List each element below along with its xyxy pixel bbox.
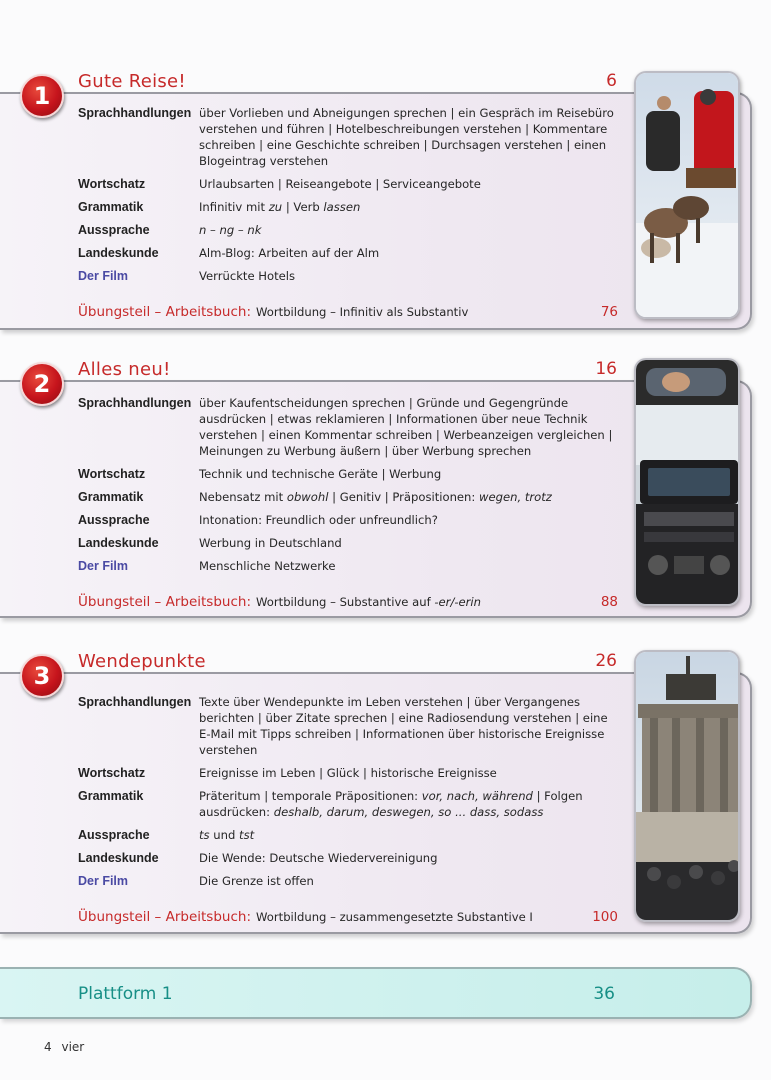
plattform-banner[interactable]: [0, 967, 752, 1019]
row-aussprache: [78, 827, 618, 843]
row-label: Landeskunde: [78, 851, 159, 865]
row-label: Aussprache: [78, 828, 150, 842]
footer-page-word: vier: [61, 1040, 85, 1054]
row-label: Grammatik: [78, 789, 144, 803]
workbook-text: Wortbildung – Infinitiv als Substantiv: [256, 305, 469, 319]
row-content: Urlaubsarten | Reiseangebote | Serviceangebote: [199, 177, 481, 191]
plattform-page: 36: [593, 984, 615, 1004]
workbook-line[interactable]: [78, 304, 618, 320]
workbook-page: 100: [592, 909, 618, 925]
row-sprachhandlungen: [78, 694, 618, 758]
unit-3: [0, 650, 752, 936]
row-film: [78, 558, 618, 574]
row-label: Aussprache: [78, 223, 150, 237]
workbook-page: 76: [600, 304, 618, 320]
row-label: Grammatik: [78, 490, 144, 504]
row-grammatik: [78, 788, 618, 820]
row-label: Sprachhandlungen: [78, 396, 192, 410]
row-sprachhandlungen: [78, 395, 618, 459]
page-footer: [44, 1040, 90, 1054]
unit-title[interactable]: Alles neu!: [78, 359, 171, 380]
row-content: Infinitiv mit zu | Verb lassen: [199, 200, 361, 214]
workbook-title: Übungsteil – Arbeitsbuch:: [78, 909, 251, 925]
row-content: ts und tst: [199, 828, 255, 842]
row-content: Die Grenze ist offen: [199, 874, 314, 888]
workbook-text: Wortbildung – Substantive auf -er/-erin: [256, 595, 482, 609]
row-content: Intonation: Freundlich oder unfreundlich?: [199, 513, 438, 527]
row-landeskunde: [78, 850, 618, 866]
unit-page-number[interactable]: 26: [595, 651, 617, 671]
row-content: n – ng – nk: [199, 223, 262, 237]
row-grammatik: [78, 489, 618, 505]
workbook-line[interactable]: [78, 594, 618, 610]
row-content: Nebensatz mit obwohl | Genitiv | Präpositionen: wegen, trotz: [199, 490, 552, 504]
row-content: Verrückte Hotels: [199, 269, 296, 283]
row-content: über Kaufentscheidungen sprechen | Gründe und Gegengründe ausdrücken | etwas reklamieren | Informationen über neue Technik verstehen | einen Kommentar schreiben | Werbeanzeigen vergleichen | Meinungen zu Werbung äußern | über Werbung sprechen: [199, 396, 613, 458]
unit-title[interactable]: Gute Reise!: [78, 71, 186, 92]
row-label: Der Film: [78, 874, 129, 888]
row-content: Menschliche Netzwerke: [199, 559, 336, 573]
unit-2: [0, 358, 752, 620]
car-dashboard-photo: [634, 358, 740, 606]
row-label: Landeskunde: [78, 536, 159, 550]
unit-number-badge: 3: [20, 654, 64, 698]
workbook-text: Wortbildung – zusammengesetzte Substantive I: [256, 910, 533, 924]
row-content: Werbung in Deutschland: [199, 536, 342, 550]
row-film: [78, 873, 618, 889]
unit-title[interactable]: Wendepunkte: [78, 651, 206, 672]
row-content: Technik und technische Geräte | Werbung: [199, 467, 442, 481]
row-sprachhandlungen: [78, 105, 618, 169]
row-label: Aussprache: [78, 513, 150, 527]
row-film: [78, 268, 618, 284]
workbook-line[interactable]: [78, 909, 618, 925]
workbook-title: Übungsteil – Arbeitsbuch:: [78, 304, 251, 320]
workbook-page: 88: [600, 594, 618, 610]
row-landeskunde: [78, 245, 618, 261]
row-label: Grammatik: [78, 200, 144, 214]
row-landeskunde: [78, 535, 618, 551]
footer-page-number: 4: [44, 1040, 52, 1054]
row-wortschatz: [78, 176, 618, 192]
row-content: Präteritum | temporale Präpositionen: vor, nach, während | Folgen ausdrücken: deshalb, darum, deswegen, so ... dass, sodass: [199, 789, 583, 819]
unit-number-badge: 2: [20, 362, 64, 406]
row-label: Wortschatz: [78, 467, 146, 481]
row-content: über Vorlieben und Abneigungen sprechen | ein Gespräch im Reisebüro verstehen und führen | Hotelbeschreibungen verstehen | Kommentare schreiben | eine Geschichte schreiben | Durchsagen verstehen | einen Blogeintrag verstehen: [199, 106, 614, 168]
sled-dog-photo: [634, 71, 740, 319]
row-label: Der Film: [78, 269, 129, 283]
row-wortschatz: [78, 765, 618, 781]
row-content: Texte über Wendepunkte im Leben verstehen | über Vergangenes berichten | über Zitate sprechen | eine Radiosendung verstehen | eine E-Mail mit Tipps schreiben | Informationen über historische Ereignisse verstehen: [199, 695, 608, 757]
row-label: Landeskunde: [78, 246, 159, 260]
row-label: Wortschatz: [78, 766, 146, 780]
row-content: Ereignisse im Leben | Glück | historische Ereignisse: [199, 766, 497, 780]
row-label: Sprachhandlungen: [78, 106, 192, 120]
unit-page-number[interactable]: 16: [595, 359, 617, 379]
row-label: Der Film: [78, 559, 129, 573]
workbook-title: Übungsteil – Arbeitsbuch:: [78, 594, 251, 610]
row-label: Wortschatz: [78, 177, 146, 191]
unit-1: [0, 70, 752, 332]
row-aussprache: [78, 512, 618, 528]
brandenburg-gate-photo: [634, 650, 740, 922]
unit-page-number[interactable]: 6: [606, 71, 617, 91]
row-content: Alm-Blog: Arbeiten auf der Alm: [199, 246, 380, 260]
row-wortschatz: [78, 466, 618, 482]
row-aussprache: [78, 222, 618, 238]
row-content: Die Wende: Deutsche Wiedervereinigung: [199, 851, 438, 865]
row-label: Sprachhandlungen: [78, 695, 192, 709]
row-grammatik: [78, 199, 618, 215]
plattform-title: Plattform 1: [78, 984, 173, 1004]
unit-number-badge: 1: [20, 74, 64, 118]
